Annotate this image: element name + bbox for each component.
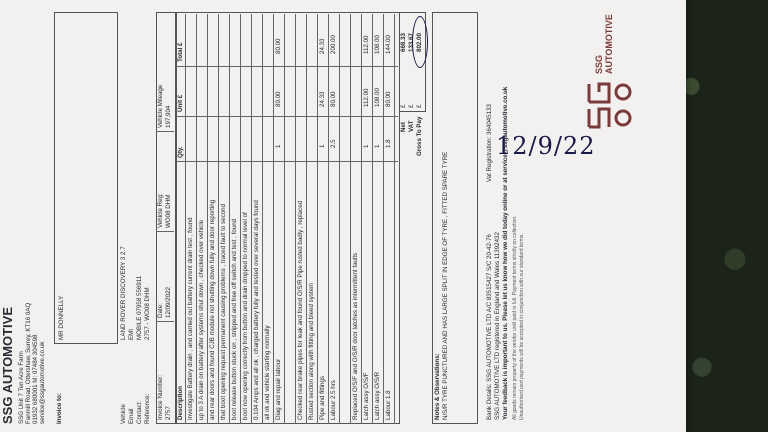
invoice-number-value: 2757 (165, 406, 172, 420)
vehicle-value: LAND ROVER DISCOVERY 3 2.7 (120, 246, 127, 340)
total-header: Total £ (177, 42, 184, 62)
table-row-divider (251, 14, 252, 424)
line-item-description: Labour 2.5 hrs (330, 380, 337, 420)
line-item-description: Latch assy O/S/R (374, 371, 381, 420)
line-item-description: Labour 1.8 (385, 390, 392, 420)
line-item-qty: 1 (275, 144, 282, 148)
notes-text: N/S/R TYRE PUNCTURED AND HAS LARGE SPLIT IN EDGE OF TYRE , FITTED SPARE TYRE (442, 151, 449, 420)
logo-text: SSG AUTOMOTIVE (594, 14, 614, 74)
line-item-unit: 108.00 (374, 88, 381, 107)
line-item-description: Latch assy O/S/F (363, 372, 370, 420)
date-label: Date: (157, 303, 164, 318)
terms-small-1: All goods remain property of the vendor until paid in full. Payment terms strictly on collection. (512, 215, 518, 420)
vehicle-mileage-value: 197,904 (165, 105, 172, 128)
line-item-qty: 1.8 (385, 139, 392, 148)
line-item-total: 200.00 (330, 35, 337, 54)
line-item-total: 80.00 (275, 38, 282, 54)
invoice-to-label: Invoice to: (56, 393, 63, 424)
line-item-description: Checked rear brake pipes for leak and found O/S/R Pipe rusted badly , replaced (297, 200, 304, 420)
line-item-description: Diag and repair labour (275, 358, 282, 420)
table-row-divider (361, 14, 362, 424)
table-row-divider (196, 14, 197, 424)
line-item-unit: 80.00 (385, 91, 392, 107)
ssg-logo (581, 77, 641, 132)
table-row-divider (262, 14, 263, 424)
bank-details: Bank Details: SSG AUTOMOTIVE LTD A/C 83515427 S/C 20-42-76 (486, 234, 493, 420)
invoice-to-box (54, 12, 118, 344)
table-row-divider (207, 14, 208, 424)
table-row-divider (383, 14, 384, 424)
table-row-divider (273, 14, 274, 424)
line-item-total: 108.00 (374, 35, 381, 54)
company-address-2: Fanmill Road, Ottershaw, Surrey, KT16 0AQ (25, 302, 32, 424)
table-row-divider (328, 14, 329, 424)
line-item-total: 144.00 (385, 35, 392, 54)
line-item-description: Rusted section along with fitting and bleed system (308, 282, 315, 420)
line-item-qty: 2.5 (330, 139, 337, 148)
line-item-description: Investigate Battery drain , and carried out battery current drain test , found (187, 217, 194, 420)
gross-label: Gross To Pay (416, 116, 423, 156)
line-item-qty: 1 (319, 144, 326, 148)
line-item-description: boot release button stuck on , stripped and free off switch and test , found (231, 218, 238, 420)
table-row-divider (295, 14, 296, 424)
line-item-unit: 80.00 (275, 91, 282, 107)
line-item-description: Pipe and fittings (319, 375, 326, 420)
table-row-divider (339, 14, 340, 424)
company-email: service@ssgautomotive.co.uk (39, 341, 46, 424)
email-label: Email (128, 408, 135, 424)
line-item-description: and rear doors and found CJB module not shutting down fully and door reporting (209, 199, 216, 420)
line-item-unit: 112.00 (363, 88, 370, 107)
line-item-description: that boot opening request permanent causing problems , traced fault to second (220, 203, 227, 420)
line-item-description: boot now opening correctly from button and drain dropped to normal level of (242, 212, 249, 420)
contact-value: MOBILE 07958 556911 (136, 275, 143, 340)
pen-circle-total (412, 16, 428, 68)
line-item-description: up to 3 A drain on battery after systems shut down , checked over vehicle (198, 219, 205, 420)
vat-label: VAT (408, 120, 415, 132)
reference-label: Reference: (144, 393, 151, 424)
company-phone: 01932 680001 M: 07484 304598 (32, 334, 39, 424)
feedback-text: Your feedback is important to us. Please let us know how we did today online or at service@ssgautomotive.co.uk (502, 86, 509, 420)
gross-currency: £ (416, 104, 423, 108)
company-address-1: SSG Unit 7 Ten Acre Farm (18, 351, 25, 424)
net-currency: £ (400, 104, 407, 108)
qty-header: Qty. (177, 146, 184, 158)
line-item-description: 0.104 Amps and all ok , charged battery fully and tested over several days found (253, 200, 260, 420)
line-item-unit: 24.33 (319, 91, 326, 107)
customer-name: MR DONNELLY (58, 295, 65, 340)
company-name: SSG AUTOMOTIVE (0, 306, 15, 424)
vehicle-reg-label: Vehicle Reg: (157, 193, 164, 228)
vehicle-mileage-label: Vehicle Mileage (157, 84, 164, 128)
vehicle-reg-value: WO08 DHM (165, 194, 172, 228)
line-item-total: 112.00 (363, 35, 370, 54)
reference-value: 2757 - WO08 DHM (144, 287, 151, 340)
vat-value: 133.67 (408, 33, 415, 52)
net-value: 668.33 (400, 33, 407, 52)
description-header: Description (177, 385, 184, 420)
gross-value: 802.00 (416, 33, 423, 52)
table-row-divider (284, 14, 285, 424)
table-row-divider (394, 14, 395, 424)
table-row-divider (317, 14, 318, 424)
table-row-divider (372, 14, 373, 424)
email-value: EMI (128, 328, 135, 340)
line-item-description: all ok and vehicle starting normally (264, 325, 271, 420)
table-row-divider (240, 14, 241, 424)
table-row-divider (218, 14, 219, 424)
contact-label: Contact: (136, 400, 143, 424)
unit-header: Unit £ (177, 94, 184, 112)
vat-currency: £ (408, 104, 415, 108)
table-row-divider (306, 14, 307, 424)
line-item-total: 24.33 (319, 38, 326, 54)
terms-small-2: Unauthorised part payments will be accepted in conjunction with our standard terms. (519, 233, 525, 420)
table-row-divider (350, 14, 351, 424)
company-registration: SSG AUTOMOTIVE LTD registered in England and Wales 11392432 (494, 232, 501, 420)
vat-registration: Vat Registration: 364045133 (486, 104, 493, 182)
line-item-qty: 1 (363, 144, 370, 148)
date-value: 12/09/2022 (165, 287, 172, 318)
line-item-unit: 80.00 (330, 91, 337, 107)
vehicle-label: Vehicle (120, 404, 127, 424)
table-row-divider (229, 14, 230, 424)
notes-label: Notes & Observations: (434, 353, 441, 420)
line-item-qty: 1 (374, 144, 381, 148)
net-label: Net (400, 122, 407, 132)
invoice-number-label: Invoice Number: (157, 374, 164, 420)
handwritten-date: 12/9/22 (496, 132, 596, 160)
line-item-description: Replaced O/S/F and O/S/R door latches as intermittent faults (352, 252, 359, 420)
